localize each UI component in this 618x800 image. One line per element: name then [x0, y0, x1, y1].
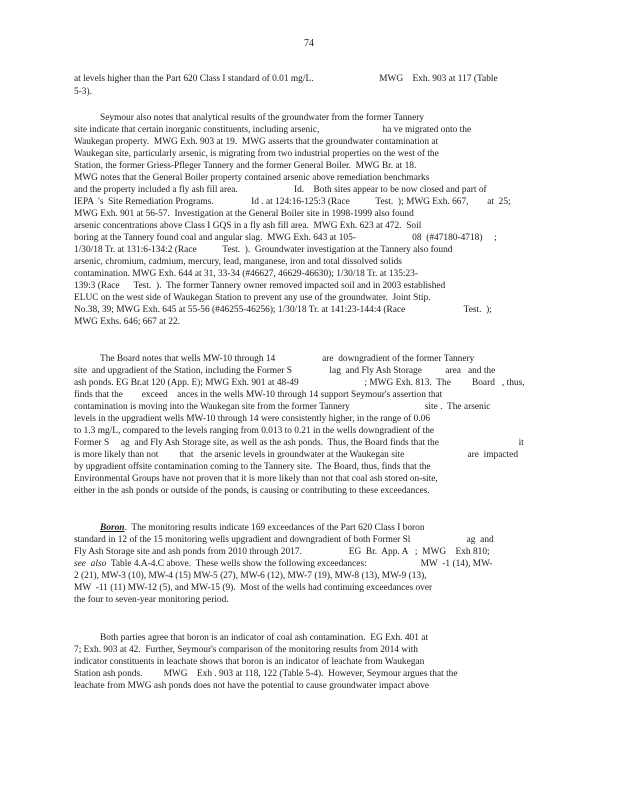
page-number: 74	[304, 38, 314, 49]
text-line: at levels higher than the Part 620 Class I standard of 0.01 mg/L. MWG Exh. 903 at 117 (Table	[74, 74, 498, 84]
text-line: 7; Exh. 903 at 42. Further, Seymour's comparison of the monitoring results from 2014 with	[74, 645, 418, 655]
text-line: boring at the Tannery found coal and angular slag. MWG Exh. 643 at 105- 08 (#47180-4718) ;	[74, 233, 497, 243]
text-line: MWG Exhs. 646; 667 at 22.	[74, 317, 180, 327]
text-line: IEPA 's Site Remediation Programs. Id . at 124:16-125:3 (Race Test. ); MWG Exh. 667, at 25;	[74, 197, 511, 207]
text-line: MWG notes that the General Boiler property contained arsenic above remediation benchmarks	[74, 173, 430, 183]
text-line: leachate from MWG ash ponds does not have the potential to cause groundwater impact above	[74, 681, 430, 691]
paragraph-start: Seymour also notes that analytical results of the groundwater from the former Tannery	[100, 113, 425, 123]
section-heading-boron: Boron	[100, 523, 125, 533]
text-line: standard in 12 of the 15 monitoring wells upgradient and downgradient of both Former Sl ag and	[74, 535, 494, 545]
text-line: 139:3 (Race Test. ). The former Tannery owner removed impacted soil and in 2003 established	[74, 281, 446, 291]
text-line: ELUC on the west side of Waukegan Station to prevent any use of the groundwater. Joint Stip.	[74, 293, 431, 303]
text-line: is more likely than not that the arsenic levels in groundwater at the Waukegan site are impacted	[74, 450, 519, 460]
text-line: Former S ag and Fly Ash Storage site, as well as the ash ponds. Thus, the Board finds that the it	[74, 438, 524, 448]
text-line: Station ash ponds. MWG Exh . 903 at 118, 122 (Table 5-4). However, Seymour argues that the	[74, 669, 458, 679]
text-line: arsenic, chromium, cadmium, mercury, lead, manganese, iron and total dissolved solids	[74, 257, 402, 267]
paragraph-start: Both parties agree that boron is an indicator of coal ash contamination. EG Exh. 401 at	[100, 633, 429, 643]
text-line: by upgradient offsite contamination coming to the Tannery site. The Board, thus, finds that the	[74, 462, 431, 472]
text-line: Waukegan site, particularly arsenic, is migrating from two industrial properties on the west of the	[74, 149, 439, 159]
text-line: the four to seven-year monitoring period.	[74, 595, 229, 605]
text-line: ash ponds. EG Br.at 120 (App. E); MWG Exh. 901 at 48-49 ; MWG Exh. 813. The Board , thus,	[74, 378, 525, 388]
text-line: 5-3).	[74, 87, 92, 97]
text-line: Environmental Groups have not proven that it is more likely than not that coal ash stored on-site,	[74, 474, 438, 484]
text-line: site indicate that certain inorganic constituents, including arsenic, ha ve migrated onto the	[74, 125, 472, 135]
text-line: levels in the upgradient wells MW-10 through 14 were consistently higher, in the range of 0.06	[74, 414, 431, 424]
text-line	[74, 558, 493, 570]
text-span: .	[124, 523, 132, 533]
text-line: No.38, 39; MWG Exh. 645 at 55-56 (#46255-46256); 1/30/18 Tr. at 141:23-144:4 (Race Test. );	[74, 305, 492, 315]
text-line: site and upgradient of the Station, including the Former S lag and Fly Ash Storage area and the	[74, 366, 496, 376]
text-line: 1/30/18 Tr. at 131:6-134:2 (Race Test. ). Groundwater investigation at the Tannery also found	[74, 245, 453, 255]
text-line: to 1.3 mg/L, compared to the levels ranging from 0.013 to 0.21 in the wells downgradient of the	[74, 426, 435, 436]
text-line: Fly Ash Storage site and ash ponds from 2010 through 2017. EG Br. App. A ; MWG Exh 810;	[74, 547, 490, 557]
text-line: contamination is moving into the Waukegan site from the former Tannery site . The arsenic	[74, 402, 491, 412]
text-line: 2 (21), MW-3 (10), MW-4 (15) MW-5 (27), MW-6 (12), MW-7 (19), MW-8 (13), MW-9 (13),	[74, 571, 427, 581]
text-span: The monitoring results indicate 169 exceedances of the Part 620 Class I boron	[131, 523, 425, 533]
text-line: either in the ash ponds or outside of the ponds, is causing or contributing to these exceedances.	[74, 486, 430, 496]
text-line: Waukegan property. MWG Exh. 903 at 19. MWG asserts that the groundwater contamination at	[74, 137, 439, 147]
paragraph-start: The Board notes that wells MW-10 through 14 are downgradient of the former Tannery	[100, 354, 475, 364]
paragraph-start	[100, 522, 425, 534]
text-line: Station, the former Griess-Pfleger Tannery and the former General Boiler. MWG Br. at 18.	[74, 161, 417, 171]
text-span: Table 4.A-4.C above. These wells show the following exceedances: MW -1 (14), MW-	[110, 559, 493, 569]
text-line: and the property included a fly ash fill area. Id. Both sites appear to be now closed and part of	[74, 185, 487, 195]
text-line: indicator constituents in leachate shows that boron is an indicator of leachate from Waukegan	[74, 657, 425, 667]
text-line: MW -11 (11) MW-12 (5), and MW-15 (9). Most of the wells had continuing exceedances over	[74, 583, 433, 593]
text-line: MWG Exh. 901 at 56-57. Investigation at the General Boiler site in 1998-1999 also found	[74, 209, 414, 219]
text-line: arsenic concentrations above Class I GQS in a fly ash fill area. MWG Exh. 623 at 472. Soil	[74, 221, 422, 231]
text-line: contamination. MWG Exh. 644 at 31, 33-34 (#46627, 46629-46630); 1/30/18 Tr. at 135:23-	[74, 269, 418, 279]
text-line: finds that the exceed ances in the wells MW-10 through 14 support Seymour's assertion that	[74, 390, 443, 400]
see-also-signal: see also	[74, 559, 107, 569]
